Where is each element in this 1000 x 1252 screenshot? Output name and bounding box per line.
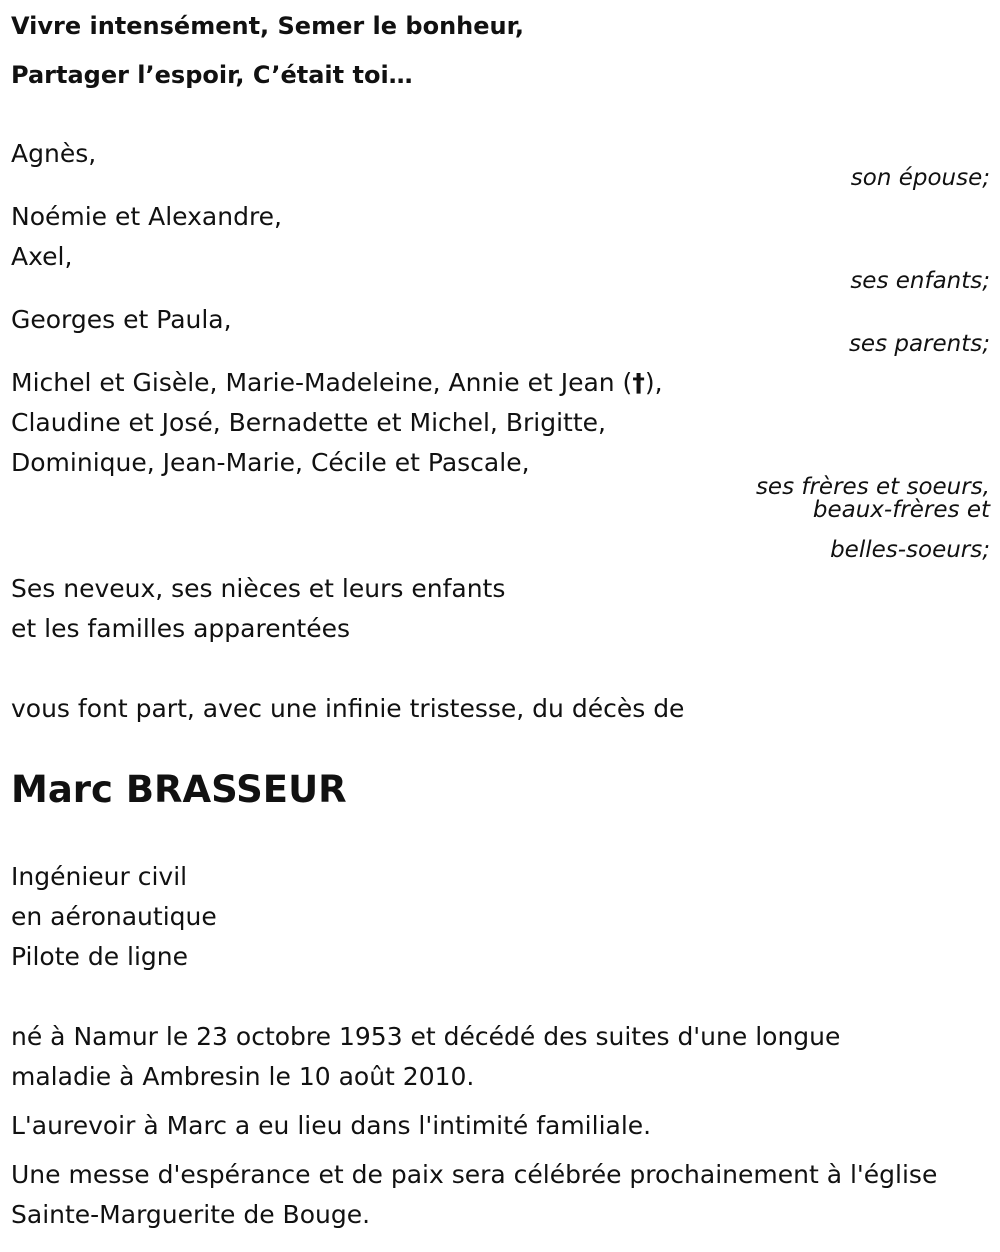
motto-line-1: Vivre intensément, Semer le bonheur, [11,12,525,40]
deceased-title-1: Ingénieur civil [11,862,188,891]
deceased-name: Marc BRASSEUR [11,768,347,811]
cross-icon: † [632,368,645,397]
farewell-text: L'aurevoir à Marc a eu lieu dans l'intimité familiale. [11,1111,652,1140]
deceased-title-3: Pilote de ligne [11,942,189,971]
announcement: vous font part, avec une infinie tristesse, du décès de [11,694,685,723]
siblings-line-1-text: Michel et Gisèle, Marie-Madeleine, Annie et Jean ( [11,368,633,397]
siblings-line-1-end: ), [644,368,663,397]
mass-line-2: Sainte-Marguerite de Bouge. [11,1200,371,1229]
parents-name: Georges et Paula, [11,305,232,334]
relatives-line-1: Ses neveux, ses nièces et leurs enfants [11,574,506,603]
siblings-relation-1: ses frères et soeurs, [755,474,990,500]
siblings-line-1 [11,367,663,399]
siblings-line-3: Dominique, Jean-Marie, Cécile et Pascale, [11,448,530,477]
children-relation: ses enfants; [850,268,990,294]
siblings-relation-3: belles-soeurs; [830,537,990,563]
birth-death-line-1: né à Namur le 23 octobre 1953 et décédé des suites d'une longue [11,1022,841,1051]
siblings-relation-2: beaux-frères et [812,497,990,523]
parents-relation: ses parents; [848,331,990,357]
mass-line-1: Une messe d'espérance et de paix sera célébrée prochainement à l'église [11,1160,938,1189]
deceased-title-2: en aéronautique [11,902,217,931]
relatives-line-2: et les familles apparentées [11,614,351,643]
siblings-line-2: Claudine et José, Bernadette et Michel, Brigitte, [11,408,606,437]
birth-death-line-2: maladie à Ambresin le 10 août 2010. [11,1062,475,1091]
children-line-2: Axel, [11,242,73,271]
motto-line-2: Partager l’espoir, C’était toi… [11,61,413,89]
spouse-relation: son épouse; [850,165,990,191]
spouse-name: Agnès, [11,139,97,168]
children-line-1: Noémie et Alexandre, [11,202,283,231]
